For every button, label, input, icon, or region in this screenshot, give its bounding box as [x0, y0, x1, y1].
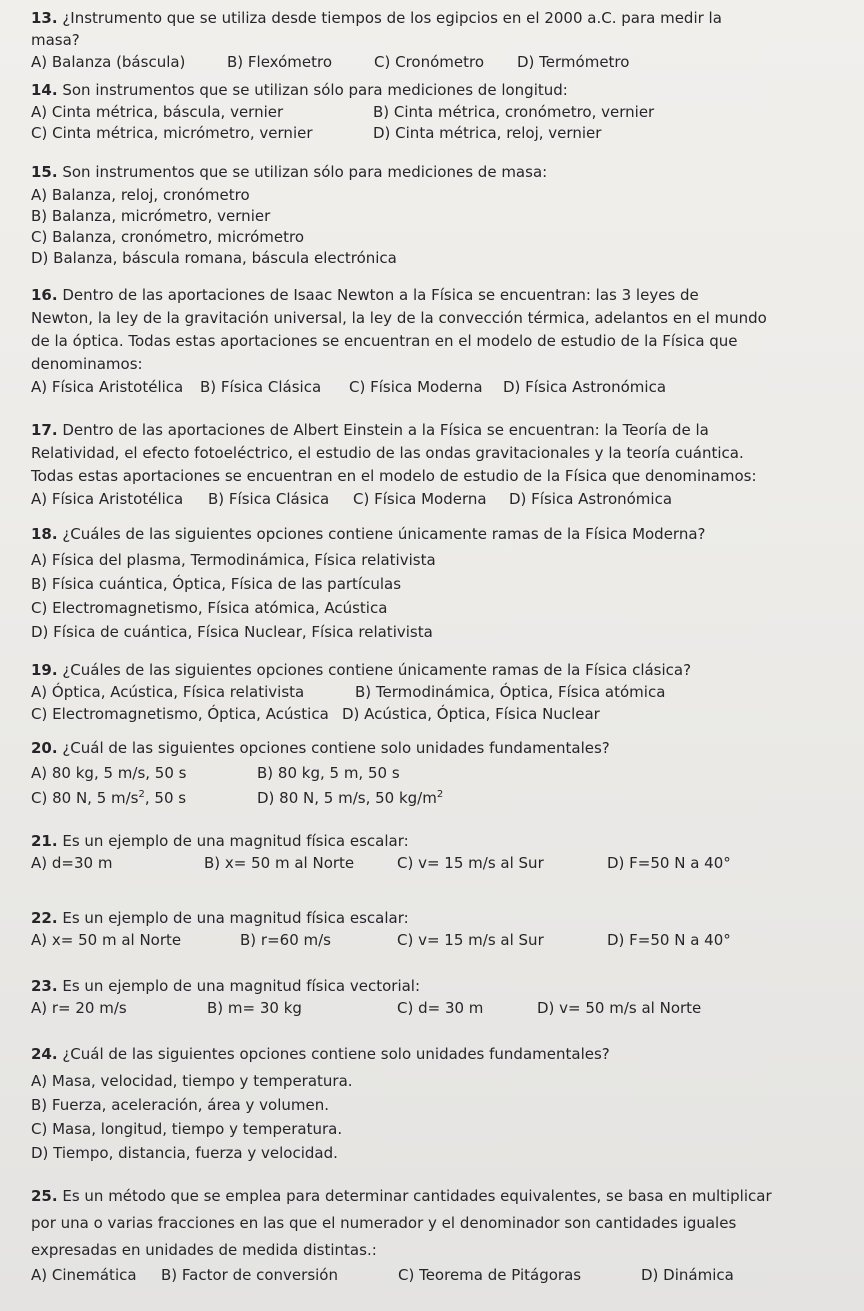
option-d[interactable]: D) Acústica, Óptica, Física Nuclear: [342, 705, 600, 723]
option-c[interactable]: C) Cronómetro: [374, 53, 485, 71]
option-a[interactable]: A) x= 50 m al Norte: [31, 931, 182, 949]
option-a[interactable]: A) Masa, velocidad, tiempo y temperatura.: [31, 1072, 353, 1090]
question-number: 14.: [31, 81, 58, 99]
options-row: [31, 763, 856, 788]
question-text-line: Relatividad, el efecto fotoeléctrico, el estudio de las ondas gravitacionales y la teoría cuántica.: [31, 444, 744, 462]
question-number: 18.: [31, 525, 58, 543]
question-16: [31, 285, 856, 399]
options-row: [31, 853, 856, 875]
option-d[interactable]: D) Tiempo, distancia, fuerza y velocidad.: [31, 1144, 338, 1162]
question-text-line: Todas estas aportaciones se encuentran en el modelo de estudio de la Física que denominamos:: [31, 467, 757, 485]
option-a[interactable]: A) Física Aristotélica: [31, 378, 184, 396]
question-number: 19.: [31, 661, 58, 679]
question-text: Dentro de las aportaciones de Isaac Newton a la Física se encuentran: las 3 leyes de: [57, 286, 699, 304]
question-13: [31, 8, 856, 74]
option-a[interactable]: A) Balanza (báscula): [31, 53, 186, 71]
option-a[interactable]: A) Óptica, Acústica, Física relativista: [31, 683, 305, 701]
options-row: [31, 123, 856, 145]
options-row: [31, 489, 856, 511]
option-d[interactable]: D) Cinta métrica, reloj, vernier: [373, 124, 602, 142]
question-text-line: expresadas en unidades de medida distintas.:: [31, 1241, 377, 1259]
question-number: 17.: [31, 421, 58, 439]
option-a[interactable]: A) d=30 m: [31, 854, 113, 872]
question-20: [31, 738, 856, 810]
options-row: [31, 682, 856, 704]
question-text: Son instrumentos que se utilizan sólo para mediciones de longitud:: [57, 81, 568, 99]
option-c[interactable]: C) 80 N, 5 $m/s^2$, 50 s: [31, 789, 187, 807]
options-row: [31, 704, 856, 726]
option-b[interactable]: B) Balanza, micrómetro, vernier: [31, 207, 271, 225]
option-a[interactable]: A) Física Aristotélica: [31, 490, 184, 508]
option-b[interactable]: B) Física Clásica: [200, 378, 322, 396]
option-b[interactable]: B) Física cuántica, Óptica, Física de las partículas: [31, 575, 402, 593]
question-text-line: masa?: [31, 31, 80, 49]
options-row: [31, 930, 856, 952]
option-b[interactable]: B) r=60 m/s: [240, 931, 331, 949]
option-d[interactable]: D) 80 N, 5 m/s, 50 $kg/m^2$: [257, 789, 444, 807]
option-c[interactable]: C) Masa, longitud, tiempo y temperatura.: [31, 1120, 343, 1138]
question-text-line: denominamos:: [31, 355, 143, 373]
option-b[interactable]: B) Física Clásica: [208, 490, 330, 508]
question-19: [31, 660, 856, 726]
options-row: [31, 788, 856, 810]
option-c[interactable]: C) Física Moderna: [353, 490, 487, 508]
question-text: Es un ejemplo de una magnitud física vectorial:: [57, 977, 421, 995]
option-d[interactable]: D) Física de cuántica, Física Nuclear, Física relativista: [31, 623, 433, 641]
option-b[interactable]: B) Termodinámica, Óptica, Física atómica: [355, 683, 666, 701]
question-22: [31, 908, 856, 952]
question-text: Es un ejemplo de una magnitud física escalar:: [57, 832, 409, 850]
question-text: ¿Cuál de las siguientes opciones contiene solo unidades fundamentales?: [57, 739, 610, 757]
option-d[interactable]: D) F=50 N a 40°: [607, 854, 731, 872]
option-c[interactable]: C) v= 15 m/s al Sur: [397, 931, 544, 949]
option-d[interactable]: D) Física Astronómica: [503, 378, 667, 396]
options-row: [31, 52, 856, 74]
option-b[interactable]: B) Fuerza, aceleración, área y volumen.: [31, 1096, 329, 1114]
question-text: Dentro de las aportaciones de Albert Einstein a la Física se encuentran: la Teoría de la: [57, 421, 709, 439]
options-row: [31, 1265, 856, 1287]
question-text: Son instrumentos que se utilizan sólo para mediciones de masa:: [57, 163, 548, 181]
question-21: [31, 831, 856, 875]
question-text: ¿Instrumento que se utiliza desde tiempos de los egipcios en el 2000 a.C. para medir la: [57, 9, 722, 27]
question-text-line: por una o varias fracciones en las que el numerador y el denominador son cantidades iguales: [31, 1214, 737, 1232]
option-c[interactable]: C) Cinta métrica, micrómetro, vernier: [31, 124, 313, 142]
options-row: [31, 102, 856, 123]
question-14: [31, 80, 856, 145]
question-text: ¿Cuál de las siguientes opciones contiene solo unidades fundamentales?: [57, 1045, 610, 1063]
question-number: 25.: [31, 1187, 58, 1205]
option-c[interactable]: C) Balanza, cronómetro, micrómetro: [31, 228, 305, 246]
question-text: ¿Cuáles de las siguientes opciones contiene únicamente ramas de la Física clásica?: [57, 661, 692, 679]
option-a[interactable]: A) Balanza, reloj, cronómetro: [31, 186, 250, 204]
option-c[interactable]: C) Electromagnetismo, Óptica, Acústica: [31, 705, 329, 723]
question-text-line: de la óptica. Todas estas aportaciones se encuentran en el modelo de estudio de la Física que: [31, 332, 738, 350]
option-a[interactable]: A) Física del plasma, Termodinámica, Física relativista: [31, 551, 436, 569]
option-d[interactable]: D) F=50 N a 40°: [607, 931, 731, 949]
option-d[interactable]: D) v= 50 m/s al Norte: [537, 999, 702, 1017]
option-a[interactable]: A) r= 20 m/s: [31, 999, 127, 1017]
question-24: [31, 1044, 856, 1167]
option-d[interactable]: D) Termómetro: [517, 53, 630, 71]
option-a[interactable]: A) Cinemática: [31, 1266, 137, 1284]
option-c[interactable]: C) Electromagnetismo, Física atómica, Acústica: [31, 599, 388, 617]
question-18: [31, 524, 856, 646]
options-row: [31, 377, 856, 399]
option-b[interactable]: B) Cinta métrica, cronómetro, vernier: [373, 103, 655, 121]
question-text: Es un ejemplo de una magnitud física escalar:: [57, 909, 409, 927]
question-text-line: Newton, la ley de la gravitación universal, la ley de la convección térmica, adelantos en el mundo: [31, 309, 767, 327]
question-23: [31, 976, 856, 1020]
option-b[interactable]: B) x= 50 m al Norte: [204, 854, 355, 872]
question-text: Es un método que se emplea para determinar cantidades equivalentes, se basa en multiplicar: [57, 1187, 772, 1205]
option-b[interactable]: B) Factor de conversión: [161, 1266, 338, 1284]
question-number: 16.: [31, 286, 58, 304]
question-15: [31, 162, 856, 269]
options-row: [31, 998, 856, 1020]
question-number: 20.: [31, 739, 58, 757]
question-number: 24.: [31, 1045, 58, 1063]
option-a[interactable]: A) Cinta métrica, báscula, vernier: [31, 103, 284, 121]
question-17: [31, 420, 856, 511]
option-c[interactable]: C) d= 30 m: [397, 999, 484, 1017]
question-number: 23.: [31, 977, 58, 995]
option-a[interactable]: A) 80 kg, 5 m/s, 50 s: [31, 764, 187, 782]
option-d[interactable]: D) Balanza, báscula romana, báscula electrónica: [31, 249, 397, 267]
question-text: ¿Cuáles de las siguientes opciones contiene únicamente ramas de la Física Moderna?: [57, 525, 706, 543]
question-number: 15.: [31, 163, 58, 181]
option-b[interactable]: B) m= 30 kg: [207, 999, 302, 1017]
option-b[interactable]: B) Flexómetro: [227, 53, 332, 71]
option-c[interactable]: C) v= 15 m/s al Sur: [397, 854, 544, 872]
option-b[interactable]: B) 80 kg, 5 m, 50 s: [257, 764, 400, 782]
question-number: 22.: [31, 909, 58, 927]
question-number: 13.: [31, 9, 58, 27]
option-d[interactable]: D) Dinámica: [641, 1266, 734, 1284]
option-c[interactable]: C) Física Moderna: [349, 378, 483, 396]
question-25: [31, 1186, 856, 1287]
option-c[interactable]: C) Teorema de Pitágoras: [398, 1266, 582, 1284]
option-d[interactable]: D) Física Astronómica: [509, 490, 673, 508]
question-number: 21.: [31, 832, 58, 850]
